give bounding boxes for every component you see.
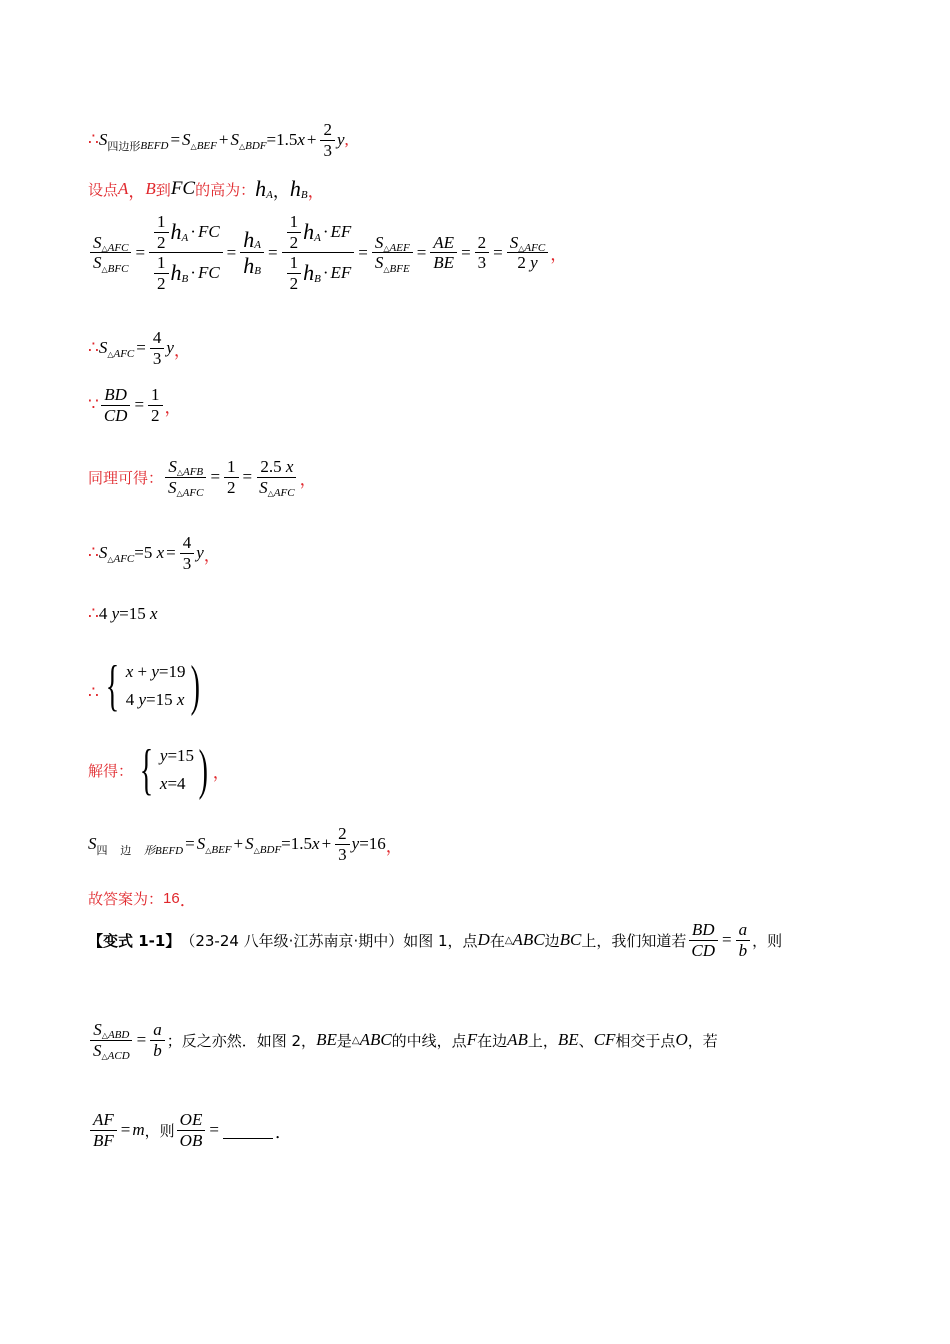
line-variant-question: $\frac{AF}{BF}$ = m ，则 $\frac{OE}{OB}$ = ． (88, 1110, 292, 1150)
answer-blank[interactable] (223, 1122, 273, 1139)
line-solution: 解得： { y=15 x=4 ) ， (88, 739, 230, 801)
line-4y-15x: ∴ 4 y =15 x (88, 604, 158, 623)
line-system: ∴ { x + y=19 4 y=15 x ) (88, 655, 200, 717)
line-area-quad: ∴ S 四边形 BEFD = S △BEF + S △BDF =1.5 x + $\frac{2}{3}$ y , (88, 120, 349, 160)
line-s-afc: ∴ S △AFC = $\frac{4}{3}$ y ， (88, 328, 191, 368)
line-similarly: 同理可得： S △AFB S △AFC = $\frac{1}{2}$ = 2.5 x S △AFC ， (88, 457, 317, 499)
line-ratio-chain: S △AFC S △BFC = $\frac{1}{2}$ h A · FC $\frac{1}{2}$ h B · FC = h A h B = $\frac{1}{2}$ h A · EF $\frac{1}{2}$ h B · EF = S △AEF S △BFE = $\frac{AE}{BE}$ = $\frac{2}{3}$ = S △AFC 2 y ， (88, 212, 567, 293)
line-variant-body: S △ABD S △ACD = $\frac{a}{b}$ ；反之亦然．如图 2， BE 是 △ ABC 的中线，点 F 在边 AB 上， BE 、 CF 相交于点 O ，若 (88, 1020, 718, 1060)
line-final-area: S 四 边 形BEFD = S △BEF + S △BDF =1.5 x + $\frac{2}{3}$ y =16 ， (88, 824, 403, 864)
line-heights: 设点 A ， B 到 FC 的高为： h A ， h B ， (88, 176, 325, 201)
line-answer: 故答案为： 16 ． (88, 890, 197, 910)
line-s-afc-5x: ∴ S △AFC =5 x = $\frac{4}{3}$ y ， (88, 533, 221, 573)
line-bd-cd: ∵ $\frac{BD}{CD}$ = $\frac{1}{2}$ ， (88, 385, 182, 425)
line-variant-title: 【变式 1-1】 （23-24 八年级·江苏南京·期中） 如图 1，点 D 在 △ ABC 边 BC 上，我们知道若 $\frac{BD}{CD}$ = $\frac{a}{b}$ ，则 (88, 920, 783, 960)
fraction: $\frac{2}{3}$ (320, 120, 335, 160)
therefore-symbol: ∴ (88, 130, 99, 150)
